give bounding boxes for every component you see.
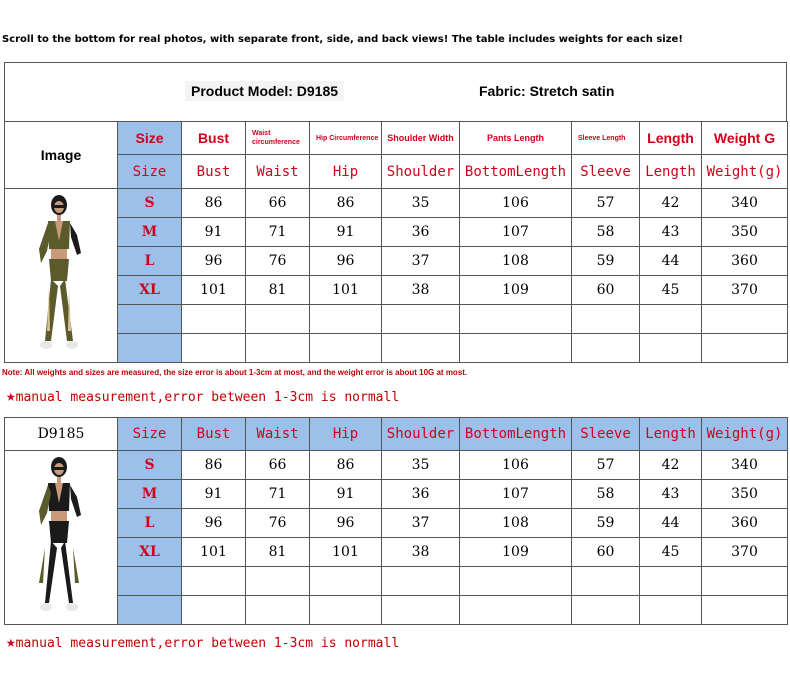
size-cell <box>118 305 182 334</box>
value-cell <box>460 567 572 596</box>
value-cell: 35 <box>382 189 460 218</box>
model-photo <box>21 453 101 618</box>
value-cell: 108 <box>460 247 572 276</box>
value-cell: 43 <box>640 480 702 509</box>
value-cell <box>310 567 382 596</box>
header-row-2 <box>5 155 788 189</box>
value-cell <box>460 334 572 363</box>
value-cell: 45 <box>640 538 702 567</box>
table-row <box>5 247 788 276</box>
size-cell: L <box>118 509 182 538</box>
header-hip-circumference: Hip Circumference <box>310 122 382 155</box>
model-photo-cell <box>5 189 118 363</box>
table1-body <box>5 189 788 363</box>
value-cell: 86 <box>182 451 246 480</box>
value-cell: 91 <box>182 480 246 509</box>
value-cell: 86 <box>182 189 246 218</box>
value-cell <box>246 596 310 625</box>
note-text: Note: All weights and sizes are measured, the size error is about 1-3cm at most, and the weight error is about 10G at most. <box>2 368 468 377</box>
value-cell: 101 <box>182 538 246 567</box>
value-cell: 101 <box>310 538 382 567</box>
size-table-2 <box>4 417 788 625</box>
value-cell <box>640 305 702 334</box>
t2-header-hip: Hip <box>310 418 382 451</box>
value-cell: 57 <box>572 451 640 480</box>
value-cell: 370 <box>702 276 788 305</box>
value-cell: 38 <box>382 538 460 567</box>
value-cell <box>640 334 702 363</box>
table-row <box>5 509 788 538</box>
value-cell: 350 <box>702 218 788 247</box>
value-cell: 109 <box>460 276 572 305</box>
value-cell: 76 <box>246 509 310 538</box>
value-cell <box>640 567 702 596</box>
model-label: D9185 <box>5 418 118 451</box>
value-cell <box>382 596 460 625</box>
value-cell: 36 <box>382 218 460 247</box>
size-cell: S <box>118 451 182 480</box>
value-cell: 91 <box>310 480 382 509</box>
fabric: Fabric: Stretch satin <box>479 83 615 99</box>
image-label: Image <box>5 122 118 189</box>
value-cell <box>246 305 310 334</box>
value-cell: 58 <box>572 218 640 247</box>
value-cell: 81 <box>246 538 310 567</box>
value-cell: 59 <box>572 247 640 276</box>
size-cell <box>118 596 182 625</box>
header-pants-length: Pants Length <box>460 122 572 155</box>
value-cell <box>460 305 572 334</box>
table-row <box>5 567 788 596</box>
table-row <box>5 334 788 363</box>
value-cell: 96 <box>310 247 382 276</box>
value-cell <box>572 305 640 334</box>
manual-note-1-text: manual measurement,error between 1-3cm is normall <box>15 390 400 405</box>
size-cell: M <box>118 218 182 247</box>
table-row <box>5 276 788 305</box>
value-cell <box>702 334 788 363</box>
value-cell <box>182 305 246 334</box>
value-cell: 107 <box>460 480 572 509</box>
value-cell: 106 <box>460 451 572 480</box>
table-row <box>5 596 788 625</box>
value-cell <box>310 334 382 363</box>
size-cell: XL <box>118 276 182 305</box>
value-cell <box>182 596 246 625</box>
t2-header-sleeve: Sleeve <box>572 418 640 451</box>
value-cell: 96 <box>310 509 382 538</box>
header2-bust: Bust <box>182 155 246 189</box>
value-cell <box>246 334 310 363</box>
header-size: Size <box>118 122 182 155</box>
value-cell: 86 <box>310 451 382 480</box>
size-cell: L <box>118 247 182 276</box>
star-icon: ★ <box>6 632 16 651</box>
header2-hip: Hip <box>310 155 382 189</box>
manual-note-2-text: manual measurement,error between 1-3cm is normall <box>15 636 400 651</box>
value-cell: 101 <box>182 276 246 305</box>
value-cell <box>572 567 640 596</box>
value-cell: 42 <box>640 189 702 218</box>
model-photo-cell <box>5 451 118 625</box>
value-cell <box>310 305 382 334</box>
value-cell: 108 <box>460 509 572 538</box>
value-cell: 60 <box>572 276 640 305</box>
size-cell <box>118 567 182 596</box>
value-cell <box>382 334 460 363</box>
value-cell <box>572 596 640 625</box>
value-cell: 66 <box>246 451 310 480</box>
value-cell: 340 <box>702 189 788 218</box>
value-cell <box>702 596 788 625</box>
size-table-1 <box>4 121 788 363</box>
value-cell: 91 <box>310 218 382 247</box>
value-cell: 340 <box>702 451 788 480</box>
value-cell: 66 <box>246 189 310 218</box>
value-cell: 107 <box>460 218 572 247</box>
header-weight: Weight G <box>702 122 788 155</box>
value-cell: 42 <box>640 451 702 480</box>
value-cell: 57 <box>572 189 640 218</box>
value-cell: 96 <box>182 509 246 538</box>
value-cell: 101 <box>310 276 382 305</box>
value-cell <box>382 567 460 596</box>
value-cell: 350 <box>702 480 788 509</box>
value-cell: 71 <box>246 480 310 509</box>
manual-note-2 <box>6 632 399 651</box>
table2-body <box>5 451 788 625</box>
value-cell <box>702 305 788 334</box>
t2-header-weight: Weight(g) <box>702 418 788 451</box>
value-cell: 58 <box>572 480 640 509</box>
value-cell <box>640 596 702 625</box>
size-cell: XL <box>118 538 182 567</box>
value-cell <box>182 334 246 363</box>
star-icon: ★ <box>6 386 16 405</box>
table-row <box>5 218 788 247</box>
value-cell <box>702 567 788 596</box>
header-bust: Bust <box>182 122 246 155</box>
table-row <box>5 451 788 480</box>
value-cell: 45 <box>640 276 702 305</box>
header2-bottomlength: BottomLength <box>460 155 572 189</box>
model-photo <box>21 191 101 356</box>
value-cell <box>310 596 382 625</box>
t2-header-size: Size <box>118 418 182 451</box>
value-cell: 37 <box>382 247 460 276</box>
value-cell: 59 <box>572 509 640 538</box>
value-cell <box>246 567 310 596</box>
table-row <box>5 189 788 218</box>
value-cell: 86 <box>310 189 382 218</box>
value-cell: 109 <box>460 538 572 567</box>
value-cell: 360 <box>702 247 788 276</box>
t2-header-waist: Waist <box>246 418 310 451</box>
value-cell: 38 <box>382 276 460 305</box>
value-cell <box>572 334 640 363</box>
t2-header-bottomlength: BottomLength <box>460 418 572 451</box>
table-row <box>5 305 788 334</box>
value-cell: 37 <box>382 509 460 538</box>
value-cell: 76 <box>246 247 310 276</box>
value-cell: 71 <box>246 218 310 247</box>
t2-header-length: Length <box>640 418 702 451</box>
product-model: Product Model: D9185 <box>185 81 344 101</box>
table-row <box>5 538 788 567</box>
table-row <box>5 480 788 509</box>
header-sleeve-length: Sleeve Length <box>572 122 640 155</box>
size-cell <box>118 334 182 363</box>
header2-size: Size <box>118 155 182 189</box>
value-cell: 43 <box>640 218 702 247</box>
header2-weight: Weight(g) <box>702 155 788 189</box>
value-cell <box>382 305 460 334</box>
t2-header-bust: Bust <box>182 418 246 451</box>
value-cell: 44 <box>640 247 702 276</box>
header-length: Length <box>640 122 702 155</box>
size-cell: S <box>118 189 182 218</box>
value-cell <box>460 596 572 625</box>
value-cell: 370 <box>702 538 788 567</box>
product-header-table <box>4 62 787 122</box>
header2-waist: Waist <box>246 155 310 189</box>
value-cell: 106 <box>460 189 572 218</box>
value-cell: 36 <box>382 480 460 509</box>
header-shoulder-width: Shoulder Width <box>382 122 460 155</box>
value-cell: 44 <box>640 509 702 538</box>
value-cell: 35 <box>382 451 460 480</box>
header-waist-circumference: Waist circumference <box>246 122 310 155</box>
product-header-cell <box>5 63 787 122</box>
value-cell: 81 <box>246 276 310 305</box>
size-cell: M <box>118 480 182 509</box>
manual-note-1 <box>6 386 399 405</box>
value-cell: 360 <box>702 509 788 538</box>
t2-header-shoulder: Shoulder <box>382 418 460 451</box>
value-cell: 91 <box>182 218 246 247</box>
value-cell: 60 <box>572 538 640 567</box>
header2-shoulder: Shoulder <box>382 155 460 189</box>
intro-text: Scroll to the bottom for real photos, with separate front, side, and back views! The table includes weights for each size! <box>2 34 683 45</box>
value-cell: 96 <box>182 247 246 276</box>
header2-length: Length <box>640 155 702 189</box>
value-cell <box>182 567 246 596</box>
header2-sleeve: Sleeve <box>572 155 640 189</box>
